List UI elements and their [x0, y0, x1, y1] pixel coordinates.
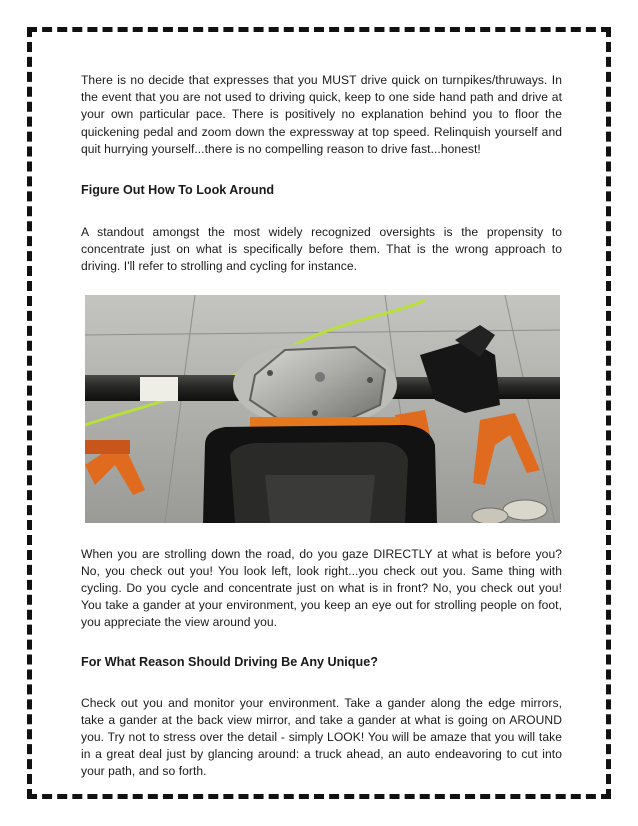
document-body [81, 72, 562, 781]
paragraph-intro: There is no decide that expresses that you MUST drive quick on turnpikes/thruways. In the event that you are not used to driving quick, keep to one side hand path and drive at your own particular pace. There is positively no explanation behind you to floor the quickening pedal and zoom down the expressway at top speed. Relinquish yourself and quit hurrying yourself...there is no compelling reason to drive fast...honest! [81, 73, 562, 156]
paragraph-environment: Check out you and monitor your environment. Take a gander along the edge mirrors, take a gander at the back view mirror, and take a gander at what is going on AROUND you. Try not to stress over the detail - simply LOOK! You will be amaze that you will take in a great deal just by glancing around: a truck ahead, an auto endeavoring to cut into your path, and so forth. [81, 695, 562, 779]
section-heading-unique: For What Reason Should Driving Be Any Unique? [81, 654, 378, 669]
paragraph-oversights: A standout amongst the most widely recognized oversights is the propensity to concentrate just on what is specifically before them. That is the wrong approach to driving. I'll refer to strolling and cycling for instance. [81, 225, 562, 274]
section-heading-look-around: Figure Out How To Look Around [81, 183, 275, 198]
axle-photo [85, 295, 560, 523]
paragraph-strolling: When you are strolling down the road, do you gaze DIRECTLY at what is before you? No, you check out you! You look left, look right...you check out you. Same thing with cycling. Do you cycle and concentrate just on what is in front? No, you check out you! You take a gander at your environment, you keep an eye out for strolling people on foot, you appreciate the view around you. [81, 546, 562, 630]
